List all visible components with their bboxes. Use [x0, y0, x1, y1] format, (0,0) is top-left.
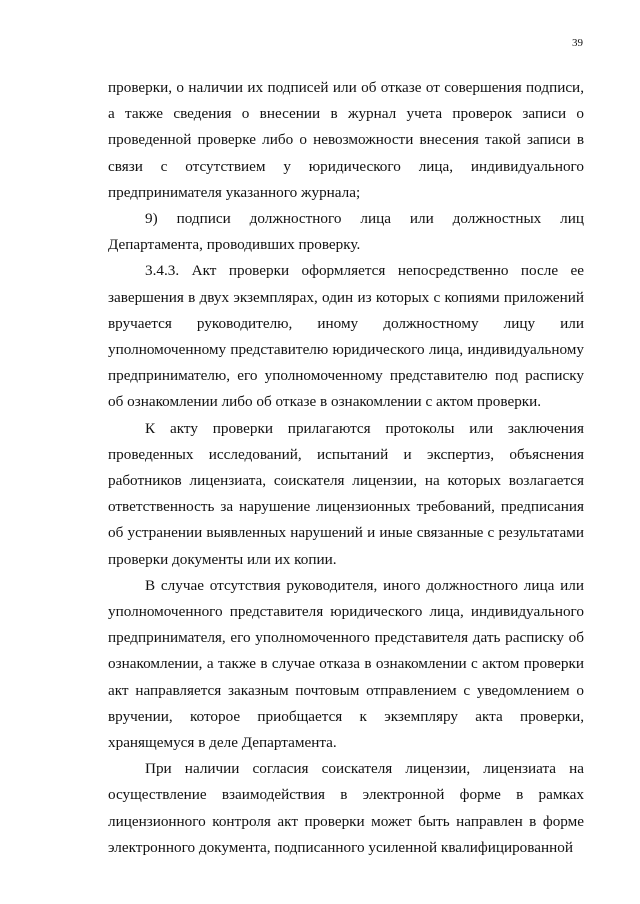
paragraph-absence: В случае отсутствия руководителя, иного должностного лица или уполномоченного представителя юридического лица, индивидуального предпринимателя, его уполномоченного представителя дать расписку об ознакомлении, а также в случае отказа в ознакомлении с актом проверки акт направляется заказным почтовым отправлением с уведомлением о вручении, которое приобщается к экземпляру акта проверки, хранящемуся в деле Департамента.: [108, 576, 584, 752]
paragraph-attachments: К акту проверки прилагаются протоколы или заключения проведенных исследований, испытаний и экспертиз, объяснения работников лицензиата, соискателя лицензии, на которых возлагается ответственность за нарушение лицензионных требований, предписания об устранении выявленных нарушений и иные связанные с результатами проверки документы или их копии.: [108, 419, 584, 568]
document-body: [108, 75, 584, 861]
paragraph-3-4-3: 3.4.3. Акт проверки оформляется непосредственно после ее завершения в двух экземплярах, один из которых с копиями приложений вручается руководителю, иному должностному лицу или уполномоченному представителю юридического лица, индивидуальному предпринимателю, его уполномоченному представителю под расписку об ознакомлении либо об отказе в ознакомлении с актом проверки.: [108, 262, 584, 411]
paragraph-continuation: проверки, о наличии их подписей или об отказе от совершения подписи, а также сведения о внесении в журнал учета проверок записи о проведенной проверке либо о невозможности внесения такой записи в связи с отсутствием у юридического лица, индивидуального предпринимателя указанного журнала;: [108, 79, 584, 201]
paragraph-item-9: 9) подписи должностного лица или должностных лиц Департамента, проводивших проверку.: [108, 210, 584, 254]
paragraph-electronic-form: При наличии согласия соискателя лицензии, лицензиата на осуществление взаимодействия в электронной форме в рамках лицензионного контроля акт проверки может быть направлен в форме электронного документа, подписанного усиленной квалифицированной: [108, 760, 584, 856]
page-number: 39: [572, 37, 583, 49]
